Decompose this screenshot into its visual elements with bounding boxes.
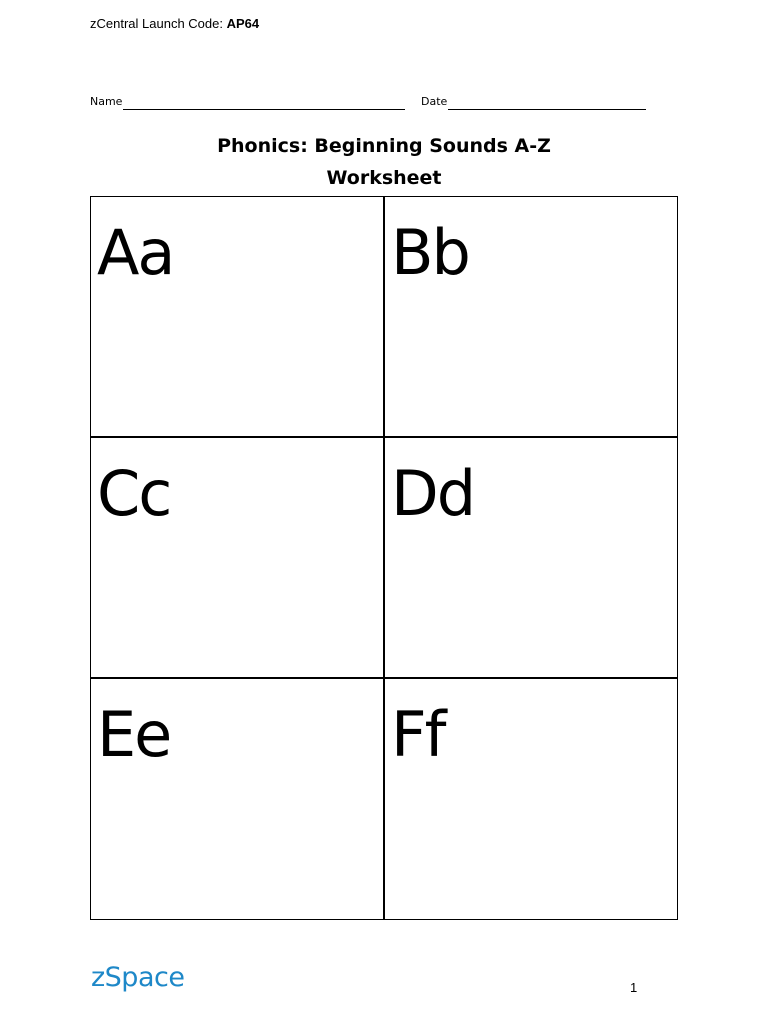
name-label: Name <box>90 95 123 108</box>
launch-code-label: zCentral Launch Code: <box>90 16 227 31</box>
letter-cell-b <box>385 197 678 438</box>
letter-cell-a <box>91 197 385 438</box>
letter-cell-e <box>91 679 385 919</box>
date-field <box>421 94 646 110</box>
letter-grid <box>90 196 678 920</box>
letter-label: Bb <box>391 216 469 289</box>
letter-label: Ee <box>97 698 171 771</box>
letter-label: Cc <box>97 457 171 530</box>
letter-cell-c <box>91 438 385 679</box>
letter-label: Ff <box>391 698 445 771</box>
launch-code-value: AP64 <box>226 16 260 31</box>
zspace-logo: zSpace <box>91 962 185 993</box>
letter-cell-d <box>385 438 678 679</box>
date-label: Date <box>421 95 448 108</box>
letter-label: Dd <box>391 457 475 530</box>
letter-label: Aa <box>97 216 174 289</box>
letter-cell-f <box>385 679 678 919</box>
date-blank-line <box>448 97 646 110</box>
worksheet-subtitle: Worksheet <box>326 167 442 189</box>
name-field <box>90 94 405 110</box>
page-number: 1 <box>630 980 638 995</box>
worksheet-title: Phonics: Beginning Sounds A-Z <box>217 135 551 157</box>
name-blank-line <box>123 97 405 110</box>
name-date-fields <box>90 94 690 110</box>
launch-code-line <box>90 16 259 32</box>
